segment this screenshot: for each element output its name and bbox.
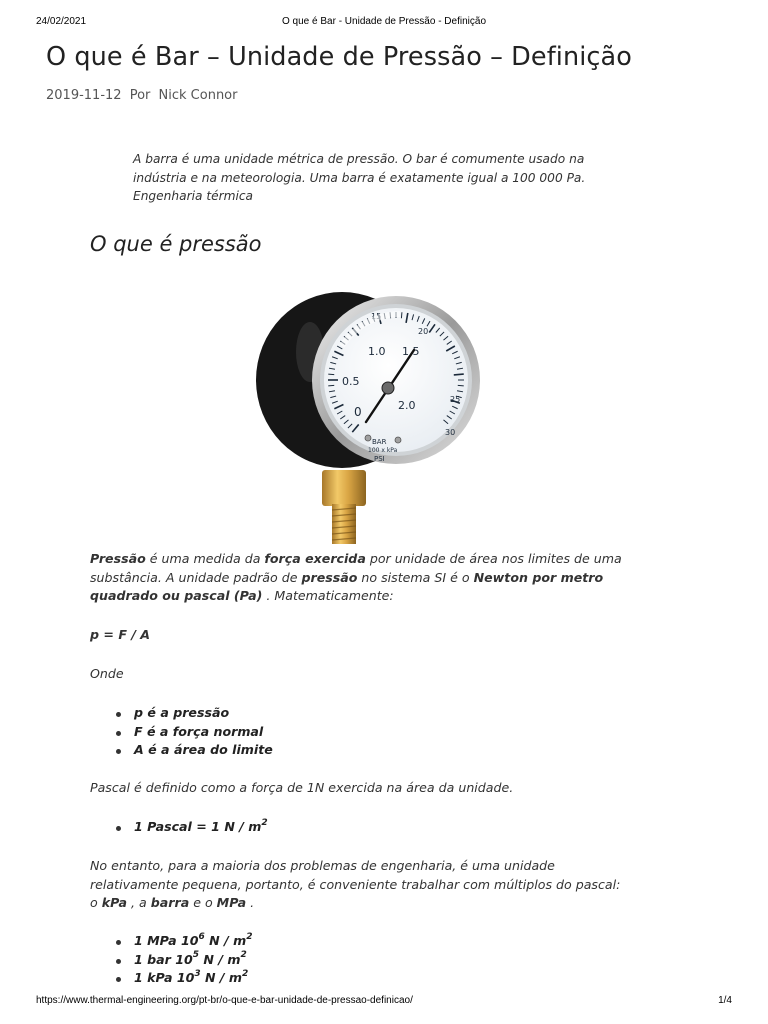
dial-tick — [328, 385, 334, 386]
list-item: 1 kPa $10^3$ N / $m^2$ — [114, 969, 252, 988]
psi-label: 25 — [450, 395, 461, 404]
list-item: p é a pressão — [114, 704, 273, 723]
pressure-gauge-image — [250, 292, 480, 550]
dial-unit: BAR — [372, 438, 387, 446]
print-date: 24/02/2021 — [36, 16, 87, 27]
list-item: 1 bar $10^5$ N / $m^2$ — [114, 951, 252, 970]
page-url: https://www.thermal-engineering.org/pt-br/o-que-e-bar-unidade-de-pressao-definicao/ — [36, 995, 413, 1006]
article-meta — [46, 88, 241, 103]
post-date: 2019-11-12 — [46, 88, 122, 103]
formula: p = F / A — [90, 627, 151, 642]
print-header — [0, 16, 768, 30]
dial-tick — [401, 312, 402, 318]
psi-label: 30 — [445, 428, 456, 437]
psi-label: 15 — [371, 312, 382, 321]
pressure-definition-paragraph: Pressão é uma medida da força exercida por unidade de área nos limites de uma substância. A unidade padrão de pressão no sistema SI é o Newton por metro quadrado ou pascal (Pa) . Matematicamente: — [90, 551, 622, 603]
list-item: F é a força normal — [114, 723, 273, 742]
print-title: O que é Bar - Unidade de Pressão - Definição — [282, 16, 486, 27]
term-force: força exercida — [264, 551, 366, 566]
dial-unit: PSI — [374, 455, 385, 463]
gauge-hub — [382, 382, 394, 394]
list-item: 1 Pascal = 1 N / $m^2$ — [114, 818, 268, 837]
dial-tick — [328, 374, 334, 375]
term-pressure: Pressão — [90, 551, 146, 566]
pascal-list — [114, 818, 268, 837]
dial-label: 0.5 — [342, 375, 360, 388]
dial-unit: 100 x kPa — [368, 447, 398, 454]
dial-label: 2.0 — [398, 399, 416, 412]
excerpt-line: indústria e na meteorologia. Uma barra é exatamente igual a 100 000 Pa. — [133, 170, 586, 185]
dial-label: 0 — [354, 405, 362, 419]
excerpt-source-link[interactable]: Engenharia térmica — [133, 189, 254, 203]
dial-tick — [454, 374, 464, 375]
multiples-list — [114, 932, 252, 988]
excerpt-line: A barra é uma unidade métrica de pressão. O bar é comumente usado na — [133, 152, 585, 166]
page-title: O que é Bar – Unidade de Pressão – Definição — [46, 42, 632, 72]
multiples-paragraph: No entanto, para a maioria dos problemas de engenharia, é uma unidade relativamente pequena, portanto, é conveniente trabalhar com múltiplos do pascal: o kPa , a barra e o MPa . — [90, 858, 621, 910]
author-prefix: Por — [129, 88, 151, 103]
dial-tick — [458, 385, 464, 386]
print-footer — [0, 995, 768, 1009]
psi-label: 20 — [418, 327, 429, 336]
section-heading: O que é pressão — [90, 232, 262, 256]
list-item: 1 MPa $10^6$ N / $m^2$ — [114, 932, 252, 951]
excerpt — [133, 150, 613, 206]
definitions-list — [114, 704, 273, 760]
pascal-definition: Pascal é definido como a força de 1N exercida na área da unidade. — [90, 780, 514, 795]
gauge-hex-fitting — [322, 470, 366, 506]
dial-label: 1.5 — [402, 345, 420, 358]
list-item: A é a área do limite — [114, 741, 273, 760]
page-number: 1/4 — [718, 995, 732, 1006]
author-link[interactable]: Nick Connor — [158, 88, 238, 103]
dial-label: 1.0 — [368, 345, 386, 358]
where-label: Onde — [90, 666, 124, 681]
